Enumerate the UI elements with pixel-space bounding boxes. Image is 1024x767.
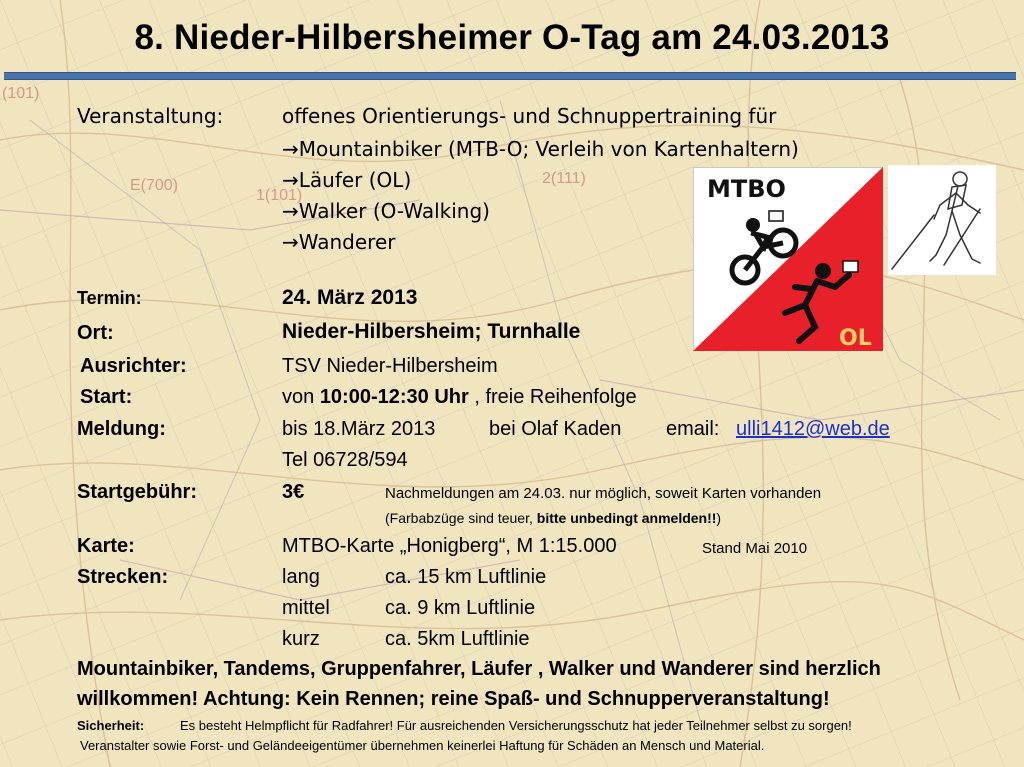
strecke-name: kurz xyxy=(282,628,320,650)
sicherheit-text: Es besteht Helmpflicht für Radfahrer! Für ausreichenden Versicherungsschutz hat jeder Teilnehmer selbst zu sorgen! xyxy=(180,718,852,733)
meldung-label: Meldung: xyxy=(77,418,166,440)
page-title: 8. Nieder-Hilbersheimer O-Tag am 24.03.2013 xyxy=(134,18,890,57)
map-label: E(700) xyxy=(130,177,179,194)
ausrichter-value: TSV Nieder-Hilbersheim xyxy=(282,355,498,377)
strecke-name: lang xyxy=(282,566,320,588)
sicherheit-line2: Veranstalter sowie Forst- und Geländeeigentümer übernehmen keinerlei Haftung für Schäden an Mensch und Material. xyxy=(80,738,765,753)
email-link[interactable]: ulli1412@web.de xyxy=(736,418,890,440)
start-suffix: , freie Reihenfolge xyxy=(468,386,637,408)
meldung-deadline: bis 18.März 2013 xyxy=(282,418,436,440)
welcome-line: willkommen! Achtung: Kein Rennen; reine Spaß- und Schnupperveranstaltung! xyxy=(77,688,830,710)
ort-value: Nieder-Hilbersheim; Turnhalle xyxy=(282,320,581,343)
note2-a: (Farbabzüge sind teuer, xyxy=(385,510,537,526)
karte-label: Karte: xyxy=(77,535,135,557)
strecke-name: mittel xyxy=(282,597,330,619)
mtbo-logo xyxy=(693,167,883,351)
meldung-contact: bei Olaf Kaden xyxy=(489,418,622,440)
nordic-walker-image xyxy=(888,165,996,275)
map-label: (101) xyxy=(2,85,40,102)
note2-b: bitte unbedingt anmelden!! xyxy=(536,510,717,526)
start-time: 10:00-12:30 Uhr xyxy=(319,386,469,408)
startgebuehr-note: Nachmeldungen am 24.03. nur möglich, soweit Karten vorhanden xyxy=(385,485,822,502)
veranstaltung-item: →Läufer (OL) xyxy=(282,168,412,192)
logo-top-text: MTBO xyxy=(707,175,786,203)
logo-bottom-text: OL xyxy=(839,326,872,351)
meldung-email-label: email: xyxy=(666,418,720,440)
startgebuehr-note2 xyxy=(385,510,721,526)
start-value xyxy=(282,386,637,409)
ausrichter-label: Ausrichter: xyxy=(80,355,187,377)
map-label: 1(101) xyxy=(256,187,303,204)
title-divider xyxy=(4,72,1016,80)
strecke-dist: ca. 9 km Luftlinie xyxy=(385,597,536,619)
start-label: Start: xyxy=(80,386,133,408)
meldung-tel: Tel 06728/594 xyxy=(282,449,408,471)
map-label: 2(111) xyxy=(542,170,586,187)
startgebuehr-value: 3€ xyxy=(282,481,305,503)
ort-label: Ort: xyxy=(77,322,114,344)
start-prefix: von xyxy=(282,386,320,408)
termin-value: 24. März 2013 xyxy=(282,286,418,309)
strecke-dist: ca. 5km Luftlinie xyxy=(385,628,530,650)
veranstaltung-text: offenes Orientierungs- und Schnuppertraining für xyxy=(282,104,777,128)
note2-c: ) xyxy=(716,510,722,526)
veranstaltung-item: →Wanderer xyxy=(282,230,396,254)
veranstaltung-label: Veranstaltung: xyxy=(77,104,224,128)
welcome-line: Mountainbiker, Tandems, Gruppenfahrer, Läufer , Walker und Wanderer sind herzlich xyxy=(77,658,881,680)
strecke-dist: ca. 15 km Luftlinie xyxy=(385,566,547,588)
veranstaltung-item: →Mountainbiker (MTB-O; Verleih von Kartenhaltern) xyxy=(282,137,799,161)
veranstaltung-item: →Walker (O-Walking) xyxy=(282,199,490,223)
karte-value: MTBO-Karte „Honigberg“, M 1:15.000 xyxy=(282,535,617,557)
termin-label: Termin: xyxy=(77,288,142,308)
strecken-label: Strecken: xyxy=(77,566,169,588)
startgebuehr-label: Startgebühr: xyxy=(77,481,197,503)
sicherheit-label: Sicherheit: xyxy=(77,718,145,733)
karte-stand: Stand Mai 2010 xyxy=(702,540,808,557)
